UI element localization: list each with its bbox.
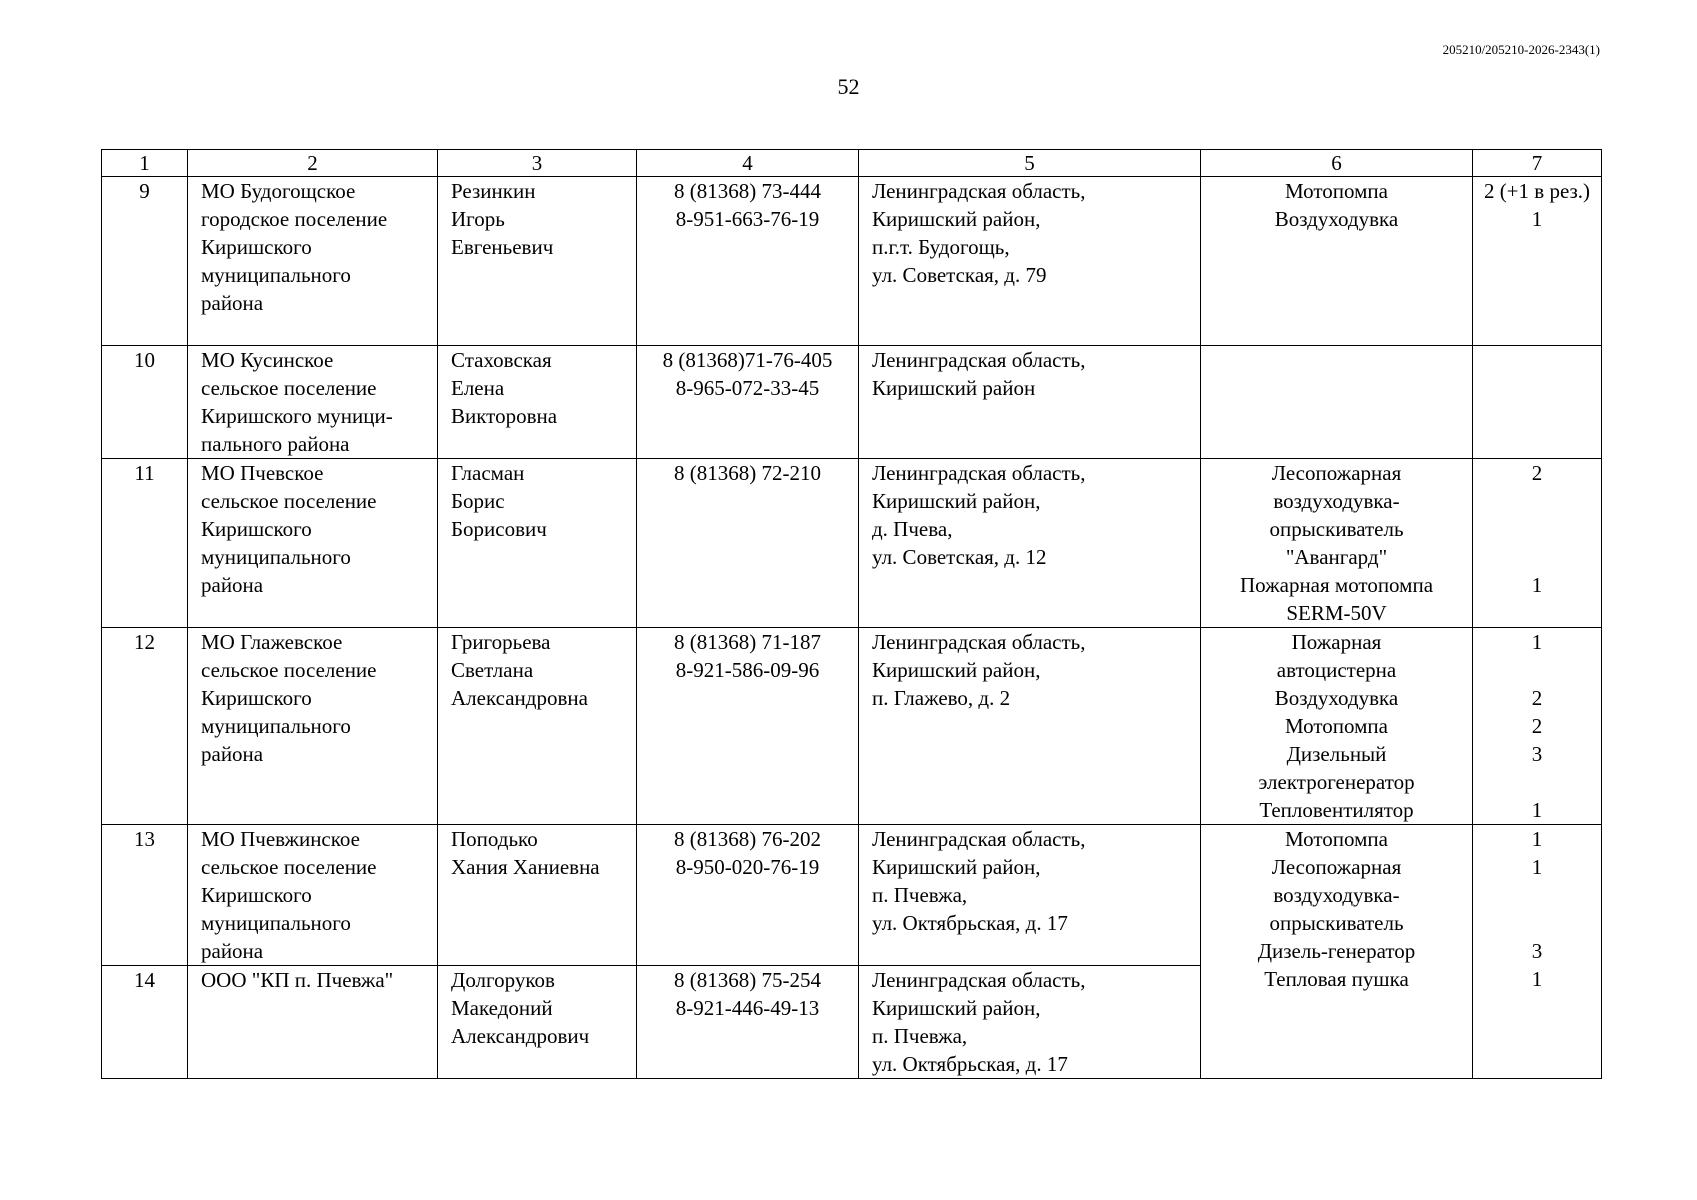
equipment-line: Пожарная мотопомпа <box>1239 573 1434 597</box>
quantity-line: 1 <box>1531 207 1543 231</box>
address-cell <box>859 825 1201 966</box>
phone-cell <box>637 825 859 966</box>
organization-line: сельское поселение <box>201 855 377 879</box>
address-line: п. Глажево, д. 2 <box>872 686 1011 710</box>
quantity-cell <box>1473 177 1602 346</box>
quantity-cell <box>1473 628 1602 825</box>
address-cell <box>859 966 1201 1079</box>
organization-cell <box>188 628 438 825</box>
address-line: п.г.т. Будогощь, <box>872 235 1010 259</box>
table-row <box>102 825 1602 966</box>
header-cell: 1 <box>102 150 188 177</box>
organization-line: сельское поселение <box>201 376 377 400</box>
quantity-cell <box>1473 825 1602 1079</box>
person-cell <box>438 825 637 966</box>
header-cell: 4 <box>637 150 859 177</box>
header-cell: 6 <box>1201 150 1473 177</box>
equipment-line: Пожарная <box>1291 630 1382 654</box>
header-row <box>102 150 1602 177</box>
address-line: Ленинградская область, <box>872 179 1086 203</box>
person-cell <box>438 346 637 459</box>
person-line: Викторовна <box>451 404 558 428</box>
person-line: Долгоруков <box>451 968 555 992</box>
equipment-line: Мотопомпа <box>1285 714 1388 738</box>
table-row <box>102 346 1602 459</box>
organization-line: Киришского муници- <box>201 404 393 428</box>
header-cell: 3 <box>438 150 637 177</box>
equipment-line: Мотопомпа <box>1285 179 1388 203</box>
address-line: Ленинградская область, <box>872 968 1086 992</box>
address-line: ул. Октябрьская, д. 17 <box>872 911 1068 935</box>
phone-line: 8 (81368) 75-254 <box>674 968 821 992</box>
organization-cell <box>188 459 438 628</box>
phone-line: 8 (81368) 73-444 <box>674 179 821 203</box>
address-cell <box>859 177 1201 346</box>
person-line: Игорь <box>451 207 505 231</box>
person-line: Александрович <box>451 1024 590 1048</box>
phone-cell <box>637 459 859 628</box>
equipment-line: Лесопожарная <box>1271 855 1402 879</box>
organization-line: муниципального <box>201 714 351 738</box>
phone-line: 8-950-020-76-19 <box>675 855 820 879</box>
quantity-cell <box>1473 346 1602 459</box>
header-cell: 2 <box>188 150 438 177</box>
organization-line: сельское поселение <box>201 489 377 513</box>
person-line: Светлана <box>451 658 534 682</box>
phone-line: 8-921-586-09-96 <box>675 658 820 682</box>
address-cell <box>859 628 1201 825</box>
person-line: Елена <box>451 376 505 400</box>
organization-line: Киришского <box>201 883 312 907</box>
person-line: Резинкин <box>451 179 536 203</box>
equipment-table <box>101 149 1602 1079</box>
equipment-line: воздуходувка- <box>1273 883 1400 907</box>
address-line: Ленинградская область, <box>872 348 1086 372</box>
equipment-line: Дизельный <box>1286 742 1387 766</box>
equipment-line: опрыскиватель <box>1269 517 1404 541</box>
organization-line: муниципального <box>201 545 351 569</box>
organization-line: сельское поселение <box>201 658 377 682</box>
row-number: 9 <box>102 177 188 346</box>
quantity-line: 2 <box>1531 686 1543 710</box>
address-line: Киришский район <box>872 376 1036 400</box>
equipment-cell <box>1201 459 1473 628</box>
row-number: 12 <box>102 628 188 825</box>
quantity-line <box>1473 909 1601 937</box>
quantity-cell <box>1473 459 1602 628</box>
person-cell <box>438 628 637 825</box>
organization-line: МО Пчевжинское <box>201 827 360 851</box>
organization-cell <box>188 966 438 1079</box>
table-row <box>102 177 1602 346</box>
equipment-line: электрогенератор <box>1258 770 1415 794</box>
quantity-line: 3 <box>1531 742 1543 766</box>
address-line: Киришский район, <box>872 489 1041 513</box>
organization-line: муниципального <box>201 263 351 287</box>
equipment-line: SERM-50V <box>1286 601 1387 625</box>
address-line: ул. Октябрьская, д. 17 <box>872 1052 1068 1076</box>
page-number: 52 <box>837 74 860 99</box>
equipment-line: воздуходувка- <box>1273 489 1400 513</box>
equipment-line: Тепловентилятор <box>1259 798 1414 822</box>
address-line: п. Пчевжа, <box>872 1024 968 1048</box>
person-cell <box>438 966 637 1079</box>
row-number: 10 <box>102 346 188 459</box>
quantity-line <box>1473 487 1601 515</box>
equipment-line: Дизель-генератор <box>1257 939 1416 963</box>
equipment-line: Мотопомпа <box>1285 827 1388 851</box>
quantity-line: 2 (+1 в рез.) <box>1483 179 1591 203</box>
organization-line: МО Пчевское <box>201 461 324 485</box>
address-line: Киришский район, <box>872 996 1041 1020</box>
phone-line: 8 (81368) 72-210 <box>674 461 821 485</box>
address-line: Ленинградская область, <box>872 461 1086 485</box>
quantity-line: 1 <box>1531 798 1543 822</box>
person-line: Поподько <box>451 827 538 851</box>
quantity-line: 1 <box>1531 827 1543 851</box>
quantity-line: 2 <box>1531 714 1543 738</box>
organization-line: МО Глажевское <box>201 630 343 654</box>
organization-line: МО Кусинское <box>201 348 334 372</box>
quantity-line <box>1473 515 1601 543</box>
phone-line: 8-951-663-76-19 <box>675 207 820 231</box>
quantity-line: 3 <box>1531 939 1543 963</box>
person-line: Григорьева <box>451 630 551 654</box>
person-line: Александровна <box>451 686 588 710</box>
phone-line: 8 (81368)71-76-405 <box>662 348 833 372</box>
row-number: 13 <box>102 825 188 966</box>
phone-line: 8-965-072-33-45 <box>675 376 820 400</box>
person-line: Гласман <box>451 461 525 485</box>
organization-line: муниципального <box>201 911 351 935</box>
equipment-cell <box>1201 825 1473 1079</box>
table-row <box>102 459 1602 628</box>
organization-line: пального района <box>201 432 350 456</box>
quantity-line: 1 <box>1531 573 1543 597</box>
address-line: ул. Советская, д. 12 <box>872 545 1047 569</box>
header-cell: 5 <box>859 150 1201 177</box>
address-cell <box>859 459 1201 628</box>
phone-cell <box>637 628 859 825</box>
address-line: Киришский район, <box>872 658 1041 682</box>
equipment-line: Воздуходувка <box>1274 686 1399 710</box>
address-line: д. Пчева, <box>872 517 953 541</box>
equipment-line: опрыскиватель <box>1269 911 1404 935</box>
organization-line: района <box>201 939 264 963</box>
person-line: Борисович <box>451 517 547 541</box>
phone-line: 8 (81368) 76-202 <box>674 827 821 851</box>
phone-line: 8 (81368) 71-187 <box>674 630 821 654</box>
address-line: п. Пчевжа, <box>872 883 968 907</box>
address-line: Ленинградская область, <box>872 630 1086 654</box>
person-line: Хания Ханиевна <box>451 855 600 879</box>
equipment-cell <box>1201 628 1473 825</box>
phone-cell <box>637 346 859 459</box>
organization-cell <box>188 177 438 346</box>
table-row <box>102 628 1602 825</box>
quantity-line: 1 <box>1531 967 1543 991</box>
equipment-cell <box>1201 177 1473 346</box>
person-line: Евгеньевич <box>451 235 554 259</box>
address-line: Киришский район, <box>872 207 1041 231</box>
equipment-line: автоцистерна <box>1276 658 1397 682</box>
equipment-line: Лесопожарная <box>1271 461 1402 485</box>
address-line: ул. Советская, д. 79 <box>872 263 1047 287</box>
organization-line: Киришского <box>201 686 312 710</box>
organization-line: района <box>201 291 264 315</box>
phone-cell <box>637 177 859 346</box>
address-line: Киришский район, <box>872 855 1041 879</box>
person-cell <box>438 177 637 346</box>
organization-line: района <box>201 573 264 597</box>
quantity-line <box>1473 881 1601 909</box>
quantity-line <box>1473 543 1601 571</box>
organization-line: городское поселение <box>201 207 388 231</box>
quantity-line <box>1473 599 1601 627</box>
phone-line: 8-921-446-49-13 <box>675 996 820 1020</box>
equipment-line: Воздуходувка <box>1274 207 1399 231</box>
equipment-line: "Авангард" <box>1285 545 1388 569</box>
organization-line: района <box>201 742 264 766</box>
person-cell <box>438 459 637 628</box>
organization-cell <box>188 825 438 966</box>
quantity-line: 2 <box>1531 461 1543 485</box>
document-id: 205210/205210-2026-2343(1) <box>1442 42 1600 57</box>
organization-line: Киришского <box>201 235 312 259</box>
row-number: 14 <box>102 966 188 1079</box>
organization-line: МО Будогощское <box>201 179 356 203</box>
quantity-line <box>1473 768 1601 796</box>
person-line: Стаховская <box>451 348 552 372</box>
quantity-line <box>1473 656 1601 684</box>
organization-cell <box>188 346 438 459</box>
organization-line: ООО "КП п. Пчевжа" <box>201 968 394 992</box>
row-number: 11 <box>102 459 188 628</box>
equipment-line: Тепловая пушка <box>1264 967 1409 991</box>
quantity-line: 1 <box>1531 855 1543 879</box>
organization-line: Киришского <box>201 517 312 541</box>
address-line: Ленинградская область, <box>872 827 1086 851</box>
header-cell: 7 <box>1473 150 1602 177</box>
person-line: Борис <box>451 489 505 513</box>
quantity-line: 1 <box>1531 630 1543 654</box>
address-cell <box>859 346 1201 459</box>
phone-cell <box>637 966 859 1079</box>
person-line: Македоний <box>451 996 553 1020</box>
equipment-cell <box>1201 346 1473 459</box>
